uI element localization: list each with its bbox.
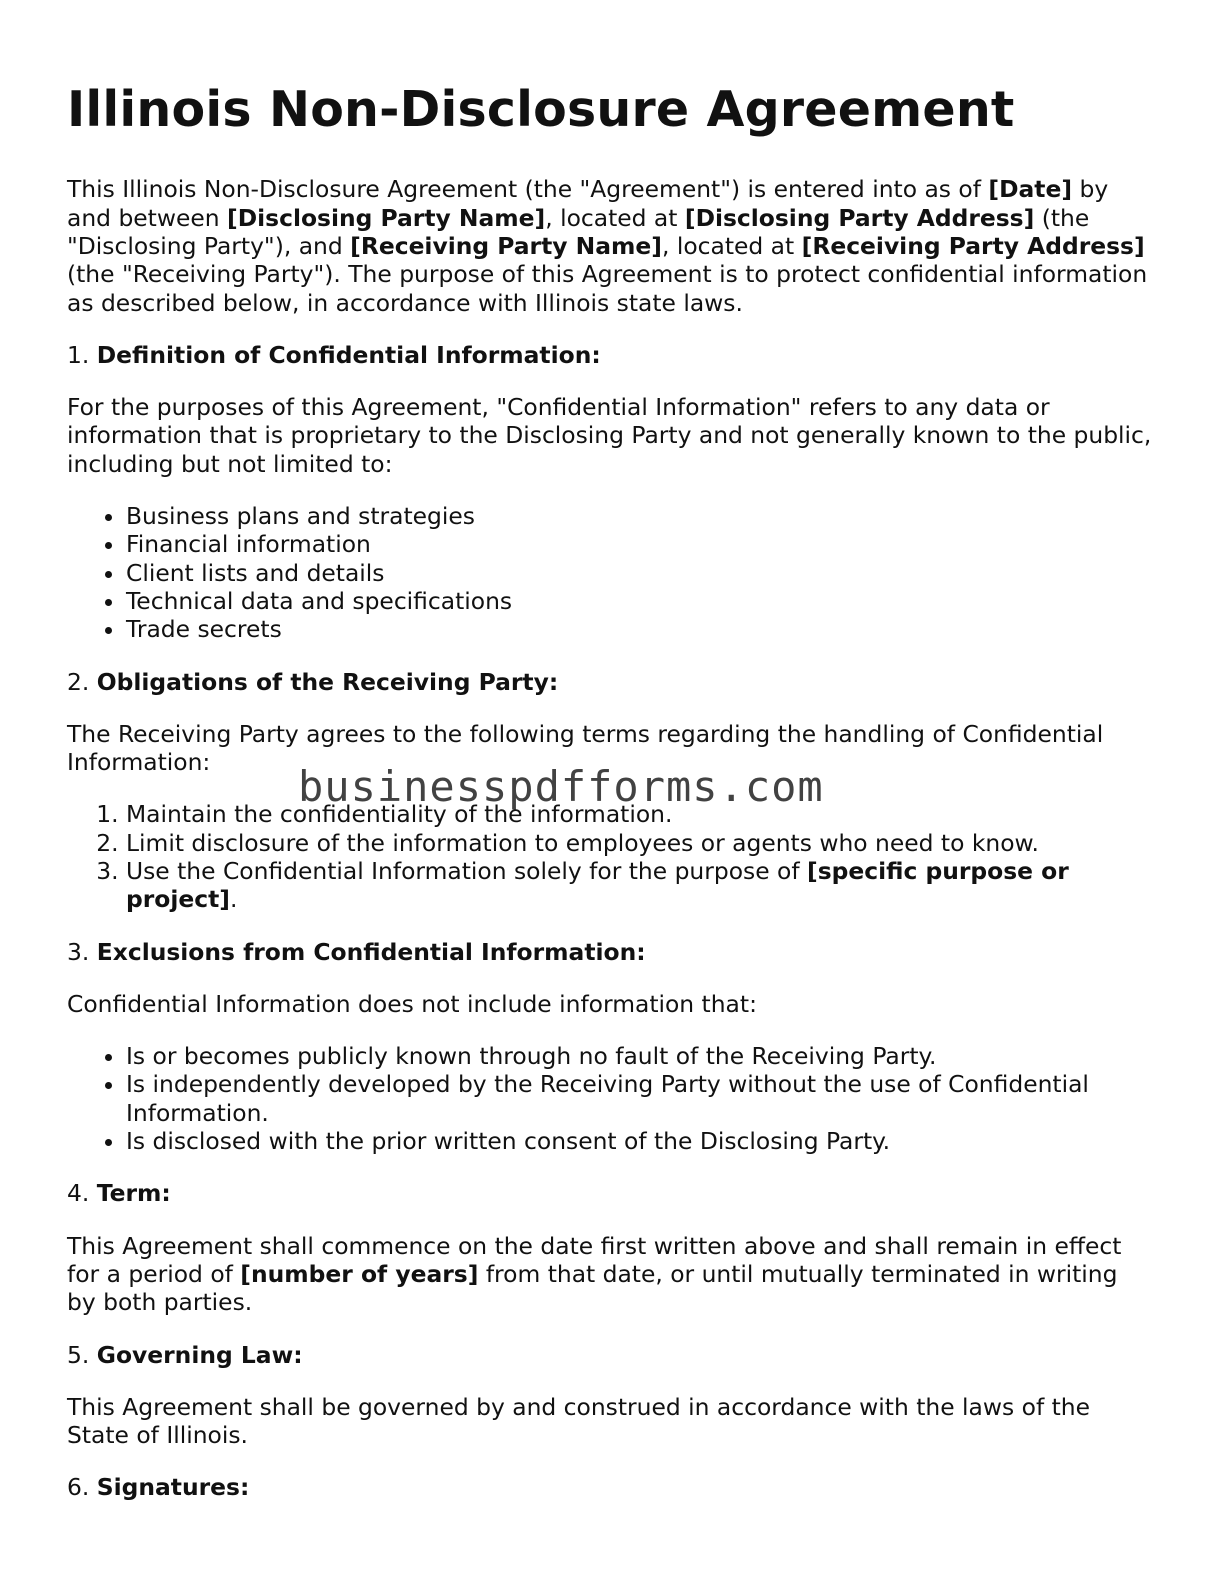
list-item: • Is independently developed by the Receiving Party without the use of Confidential Information. — [126, 1070, 1152, 1127]
receiving-name-placeholder: [Receiving Party Name] — [350, 231, 662, 260]
term-text: from that date, or until mutually terminated in writing by both parties. — [67, 1259, 1118, 1317]
list-item: • Is disclosed with the prior written consent of the Disclosing Party. — [126, 1127, 1152, 1155]
section-number: 4. — [67, 1179, 97, 1208]
section-title: Governing Law: — [96, 1340, 303, 1369]
list-item-text: Use the Confidential Information solely for the purpose of — [126, 856, 808, 885]
section-number: 6. — [67, 1473, 97, 1502]
section-paragraph: Confidential Information does not include information that: — [67, 989, 757, 1018]
watermark-text: businesspdfforms.com — [298, 762, 824, 811]
list-item: • Client lists and details — [126, 559, 1152, 587]
intro-text: (the "Receiving Party"). The purpose of this Agreement is to protect confidential information as described below, in accordance with Illinois state laws. — [67, 260, 1148, 317]
list-item: • Trade secrets — [126, 615, 1152, 643]
bullet-list — [67, 502, 1152, 643]
term-text: This Agreement shall commence on the date first written above and shall remain in effect for a period of — [67, 1231, 1122, 1288]
section-heading — [67, 1179, 1152, 1207]
section-paragraph: The Receiving Party agrees to the following terms regarding the handling of Confidential Information: — [67, 719, 1104, 777]
section-paragraph: For the purposes of this Agreement, "Confidential Information" refers to any data or information that is proprietary to the Disclosing Party and not generally known to the public, including but not limited to: — [67, 393, 1152, 478]
purpose-placeholder: [specific purpose or project] — [126, 856, 1069, 914]
section-heading — [67, 668, 1152, 696]
list-item: • Business plans and strategies — [126, 502, 1152, 530]
section-title: Definition of Confidential Information: — [96, 340, 601, 369]
section-heading — [67, 1473, 1152, 1501]
list-item: • Technical data and specifications — [126, 587, 1152, 615]
section-title: Exclusions from Confidential Information: — [96, 937, 646, 966]
intro-text: , located at — [545, 203, 685, 232]
intro-text: by and between — [67, 175, 1109, 232]
disclosing-name-placeholder: [Disclosing Party Name] — [227, 203, 546, 232]
section-title: Obligations of the Receiving Party: — [96, 667, 559, 696]
list-item: 1. Maintain the confidentiality of the information. — [126, 800, 1152, 828]
bullet-list — [67, 1042, 1152, 1155]
section-number: 5. — [67, 1340, 97, 1369]
list-item-text: . — [229, 885, 238, 914]
years-placeholder: [number of years] — [240, 1259, 479, 1288]
section-paragraph: This Agreement shall be governed by and construed in accordance with the laws of the State of Illinois. — [67, 1392, 1091, 1450]
section-number: 3. — [67, 937, 97, 966]
numbered-list — [67, 800, 1152, 913]
section-number: 1. — [67, 340, 97, 369]
section-title: Signatures: — [96, 1473, 250, 1502]
list-item: 2. Limit disclosure of the information to employees or agents who need to know. — [126, 829, 1152, 857]
document-title: Illinois Non-Disclosure Agreement — [67, 81, 1015, 138]
intro-text: , located at — [661, 231, 802, 260]
section-heading — [67, 1341, 1152, 1369]
section-number: 2. — [67, 667, 97, 696]
intro-paragraph — [67, 175, 1152, 316]
receiving-address-placeholder: [Receiving Party Address] — [801, 231, 1145, 260]
section-heading — [67, 938, 1152, 966]
section-heading — [67, 341, 1152, 369]
list-item — [126, 857, 1152, 914]
section-paragraph — [67, 1232, 1152, 1317]
date-placeholder: [Date] — [988, 175, 1073, 204]
section-title: Term: — [96, 1179, 171, 1208]
intro-text: (the "Disclosing Party"), and — [67, 203, 1090, 260]
intro-text: This Illinois Non-Disclosure Agreement (the "Agreement") is entered into as of — [67, 175, 989, 204]
disclosing-address-placeholder: [Disclosing Party Address] — [684, 203, 1035, 232]
list-item: • Is or becomes publicly known through no fault of the Receiving Party. — [126, 1042, 1152, 1070]
list-item: • Financial information — [126, 530, 1152, 558]
